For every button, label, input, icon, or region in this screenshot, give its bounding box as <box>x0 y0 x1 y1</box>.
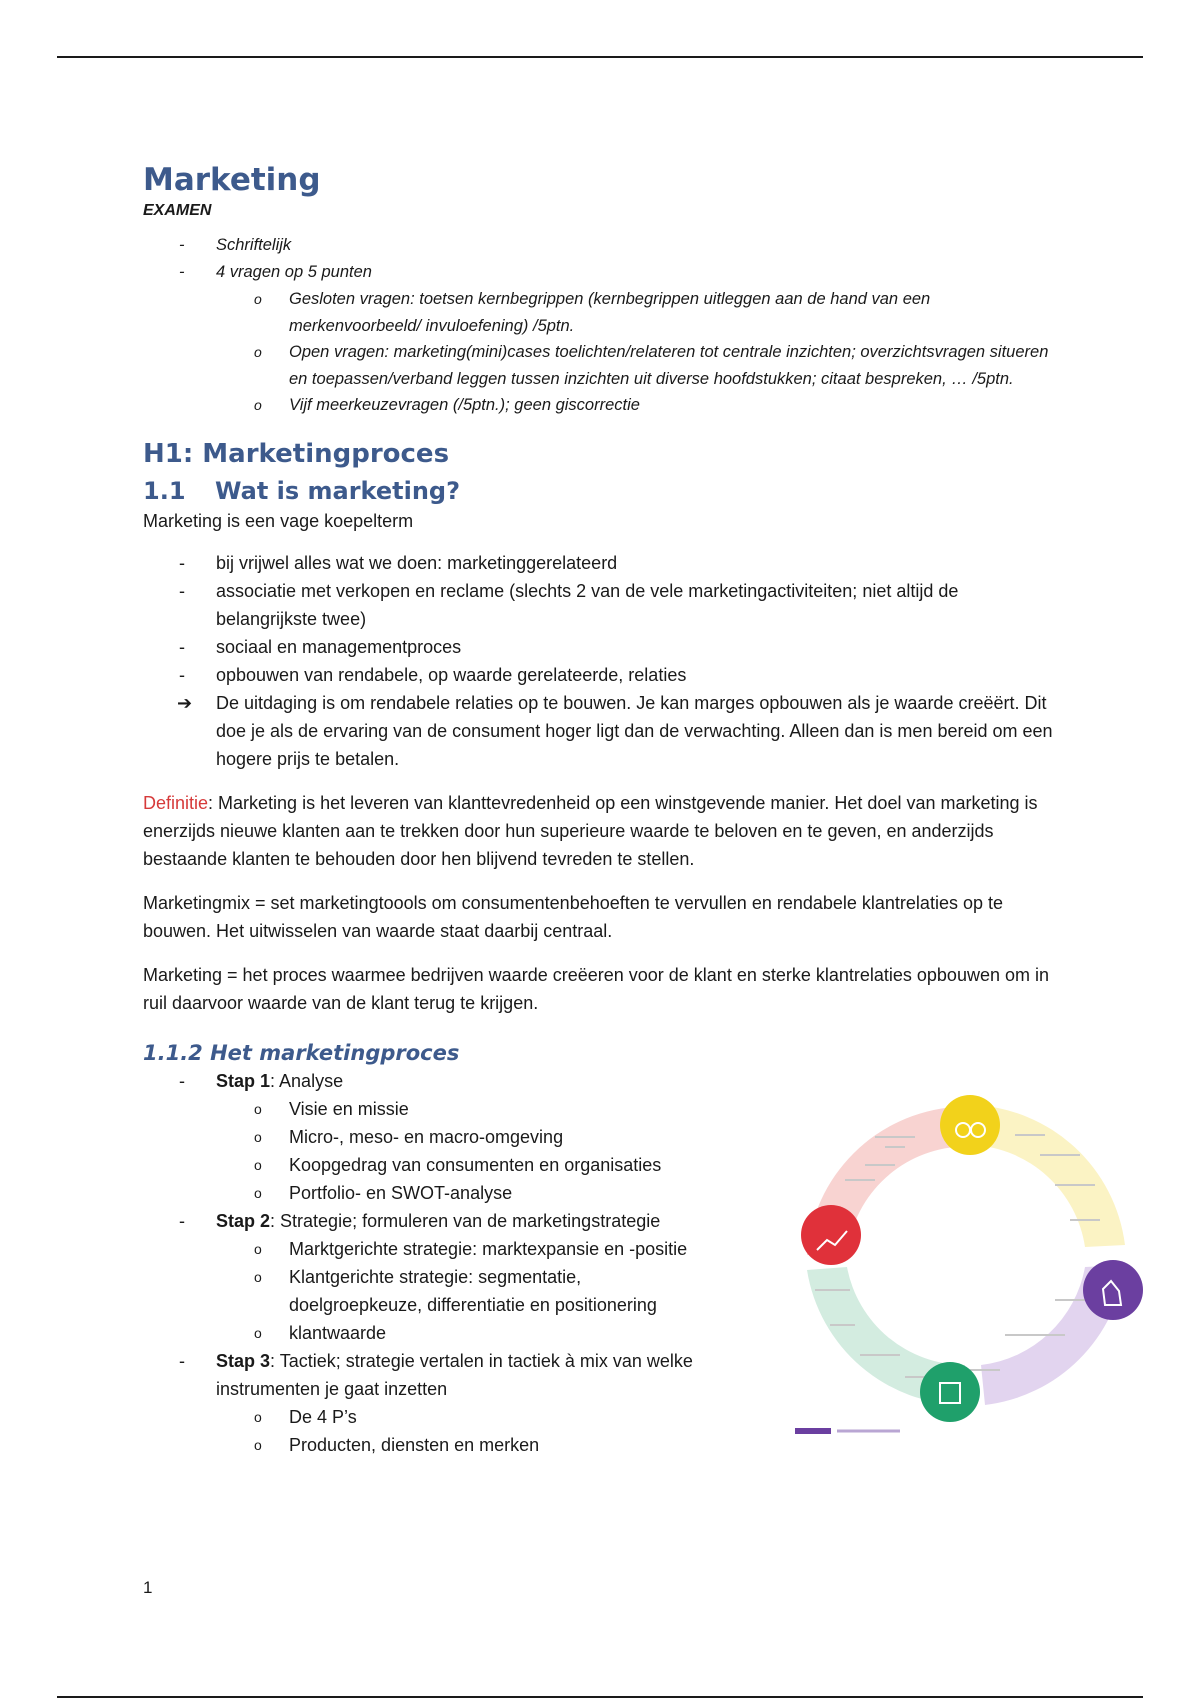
intro-text: Marketing is een vage koepelterm <box>143 510 414 531</box>
step-item <box>143 1067 783 1207</box>
implementatie-circle <box>801 1205 861 1265</box>
step-text: : Tactiek; strategie vertalen in tactiek à mix van welke instrumenten je gaat inzetten <box>216 1350 693 1399</box>
exam-subitem: o Vijf meerkeuzevragen (/5ptn.); geen giscorrectie <box>216 392 1063 419</box>
step-subitem: o Portfolio- en SWOT-analyse <box>216 1179 783 1207</box>
strategie-circle <box>1083 1260 1143 1320</box>
definition-label: Definitie <box>143 792 209 813</box>
bullet-item: - opbouwen van rendabele, op waarde gerelateerde, relaties <box>143 661 1063 689</box>
page-title: Marketing <box>143 162 321 198</box>
marketing-process-figure <box>795 1095 1145 1435</box>
step-subitem: o Marktgerichte strategie: marktexpansie en -positie <box>216 1235 783 1263</box>
step-subitem: o Klantgerichte strategie: segmentatie, doelgroepkeuze, differentiatie en positionering <box>216 1263 659 1319</box>
heading-number: 1.1 <box>143 476 186 505</box>
definition-paragraph <box>143 789 1063 873</box>
process-definition-paragraph: Marketing = het proces waarmee bedrijven waarde creëeren voor de klant en sterke klantrelaties opbouwen om in ruil daarvoor waarde van de klant terug te krijgen. <box>143 964 1049 1013</box>
heading-text: Wat is marketing? <box>215 476 461 505</box>
exam-subitem: o Gesloten vragen: toetsen kernbegrippen (kernbegrippen uitleggen aan de hand van een merkenvoorbeeld/ invuloefening) /5ptn. <box>216 286 1063 339</box>
exam-item <box>143 259 1063 419</box>
marketingmix-paragraph: Marketingmix = set marketingtoools om consumentenbehoeften te vervullen en rendabele klantrelaties op te bouwen. Het uitwisselen van waarde staat daarbij centraal. <box>143 892 1003 941</box>
page-number: 1 <box>143 1578 153 1597</box>
definition-text: : Marketing is het leveren van klanttevredenheid op een winstgevende manier. Het doel van marketing is enerzijds nieuwe klanten aan te trekken door hun superieure waarde te beloven en te geven, en anderzijds bestaande klanten te behouden door hen blijvend tevreden te stellen. <box>143 792 1038 869</box>
heading-1-1-2: 1.1.2 Het marketingproces <box>143 1040 460 1065</box>
step-item <box>143 1347 783 1459</box>
heading-1-1 <box>143 475 1063 507</box>
step-subitem: o klantwaarde <box>216 1319 783 1347</box>
subtitle: EXAMEN <box>143 202 212 219</box>
bullet-item: - associatie met verkopen en reclame (slechts 2 van de vele marketingactiviteiten; niet altijd de belangrijkste twee) <box>143 577 1063 633</box>
step-label: Stap 3 <box>216 1350 271 1371</box>
bullet-item: - bij vrijwel alles wat we doen: marketinggerelateerd <box>143 549 1063 577</box>
heading-h1: H1: Marketingproces <box>143 438 450 469</box>
step-label: Stap 1 <box>216 1070 271 1091</box>
arrow-item: ➔ De uitdaging is om rendabele relaties op te bouwen. Je kan marges opbouwen als je waarde creëërt. Dit doe je als de ervaring van de consument hoger ligt dan de verwachting. Alleen dan is men bereid om een hogere prijs te betalen. <box>143 689 1063 773</box>
top-rule <box>57 56 1143 58</box>
step-subitem: o Koopgedrag van consumenten en organisaties <box>216 1151 783 1179</box>
step-subitem: o Visie en missie <box>216 1095 783 1123</box>
step-text: : Analyse <box>270 1070 344 1091</box>
step-item <box>143 1207 783 1347</box>
process-steps <box>143 1067 783 1459</box>
bottom-rule <box>57 1696 1143 1698</box>
exam-list <box>143 232 1063 419</box>
step-label: Stap 2 <box>216 1210 271 1231</box>
exam-item-text: 4 vragen op 5 punten <box>216 263 372 281</box>
analyse-circle <box>940 1095 1000 1155</box>
marketing-bullets <box>143 549 1063 773</box>
step-subitem: o Micro-, meso- en macro-omgeving <box>216 1123 783 1151</box>
caption-tag <box>795 1428 831 1434</box>
exam-item: - Schriftelijk <box>143 232 1063 259</box>
step-text: : Strategie; formuleren van de marketingstrategie <box>270 1210 661 1231</box>
step-subitem: o Producten, diensten en merken <box>216 1431 783 1459</box>
bullet-item: - sociaal en managementproces <box>143 633 1063 661</box>
tactiek-circle <box>920 1362 980 1422</box>
exam-subitem: o Open vragen: marketing(mini)cases toelichten/relateren tot centrale inzichten; overzichtsvragen situeren en toepassen/verband leggen tussen inzichten uit diverse hoofdstukken; citaat bespreken, … /5ptn. <box>216 339 1063 392</box>
step-subitem: o De 4 P’s <box>216 1403 783 1431</box>
